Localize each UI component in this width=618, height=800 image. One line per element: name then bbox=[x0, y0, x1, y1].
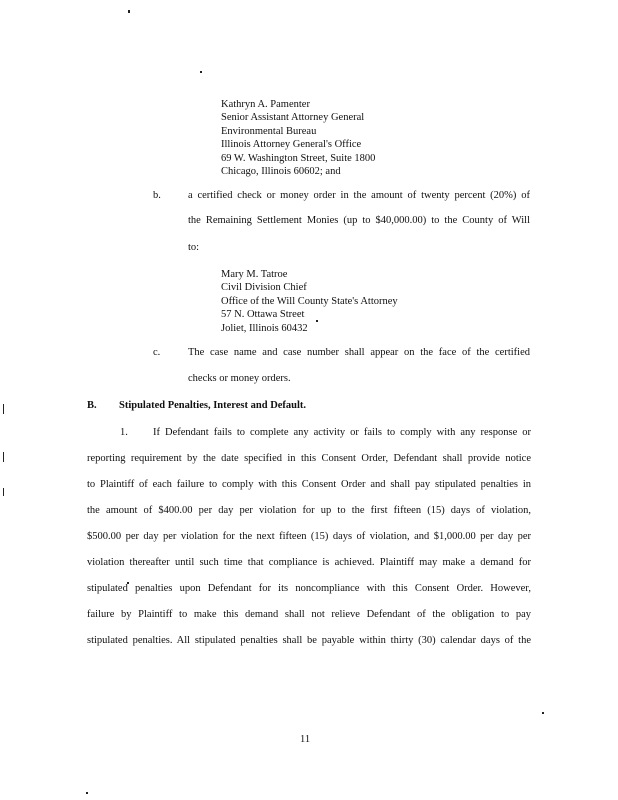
item-b-line: the Remaining Settlement Monies (up to $40,000.00) to the County of Will bbox=[188, 215, 530, 226]
address-line: Senior Assistant Attorney General bbox=[221, 112, 365, 124]
paragraph-1-line: stipulated penalties. All stipulated penalties shall be payable within thirty (30) calendar days of the bbox=[87, 635, 531, 646]
item-b-line: a certified check or money order in the amount of twenty percent (20%) of bbox=[188, 190, 530, 201]
scan-speck bbox=[3, 488, 4, 496]
scan-speck bbox=[542, 712, 544, 714]
scan-speck bbox=[200, 71, 202, 73]
address-line: 57 N. Ottawa Street bbox=[221, 309, 305, 321]
scan-speck bbox=[128, 10, 130, 13]
item-c-line: checks or money orders. bbox=[188, 373, 291, 384]
paragraph-1-line: $500.00 per day per violation for the next fifteen (15) days of violation, and $1,000.00 per day per bbox=[87, 531, 531, 542]
item-b-marker: b. bbox=[153, 190, 161, 201]
paragraph-1-line: violation thereafter until such time that compliance is achieved. Plaintiff may make a demand for bbox=[87, 557, 531, 568]
scan-speck bbox=[3, 404, 4, 414]
item-c-line: The case name and case number shall appear on the face of the certified bbox=[188, 347, 530, 358]
address-line: Joliet, Illinois 60432 bbox=[221, 322, 308, 334]
address-line: Mary M. Tatroe bbox=[221, 269, 288, 280]
address-line: 69 W. Washington Street, Suite 1800 bbox=[221, 152, 376, 164]
paragraph-1-line: the amount of $400.00 per day per violation for up to the first fifteen (15) days of violation, bbox=[87, 505, 531, 516]
address-line: Civil Division Chief bbox=[221, 282, 307, 294]
address-line: Illinois Attorney General's Office bbox=[221, 139, 362, 151]
item-b-line: to: bbox=[188, 242, 200, 253]
paragraph-1-line: reporting requirement by the date specified in this Consent Order, Defendant shall provide notice bbox=[87, 453, 531, 464]
address-line: Environmental Bureau bbox=[221, 125, 317, 137]
item-c-marker: c. bbox=[153, 347, 161, 358]
paragraph-1-line: to Plaintiff of each failure to comply with this Consent Order and shall pay stipulated penalties in bbox=[87, 479, 531, 490]
paragraph-1-line: stipulated penalties upon Defendant for its noncompliance with this Consent Order. However, bbox=[87, 583, 531, 594]
paragraph-1-line: failure by Plaintiff to make this demand shall not relieve Defendant of the obligation to pay bbox=[87, 609, 531, 620]
paragraph-1-marker: 1. bbox=[120, 427, 128, 438]
page-number: 11 bbox=[300, 734, 311, 745]
scan-speck bbox=[3, 452, 4, 462]
scan-speck bbox=[86, 792, 88, 794]
address-line: Kathryn A. Pamenter bbox=[221, 99, 310, 110]
section-b-marker: B. bbox=[87, 400, 97, 411]
address-block-will-county bbox=[221, 268, 398, 335]
address-block-attorney-general bbox=[221, 98, 375, 178]
address-line: Chicago, Illinois 60602; and bbox=[221, 166, 341, 178]
address-line: Office of the Will County State's Attorney bbox=[221, 295, 398, 307]
section-b-title: Stipulated Penalties, Interest and Default. bbox=[119, 400, 307, 411]
paragraph-1-first-line: If Defendant fails to complete any activity or fails to comply with any response or bbox=[153, 427, 531, 438]
